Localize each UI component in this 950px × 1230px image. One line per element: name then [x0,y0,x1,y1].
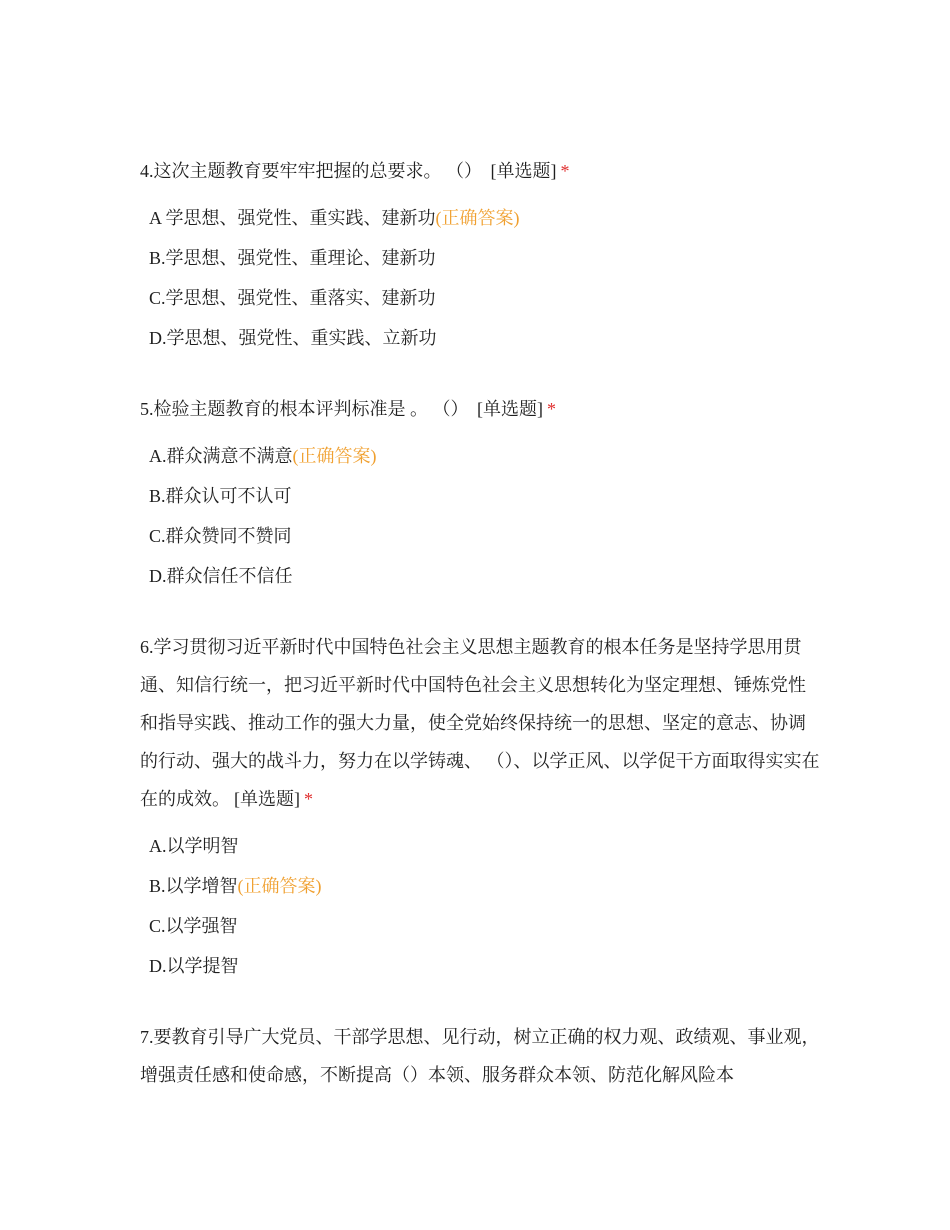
question-7 [140,1018,820,1094]
option-label: B.群众认可不认可 [149,486,292,506]
option-label: C.学思想、强党性、重落实、建新功 [149,288,436,308]
question-type-tag: [单选题] [234,789,300,809]
question-stem: 6.学习贯彻习近平新时代中国特色社会主义思想主题教育的根本任务是坚持学思用贯通、知信行统一，把习近平新时代中国特色社会主义思想转化为坚定理想、锤炼党性和指导实践、推动工作的强大力量，使全党始终保持统一的思想、坚定的意志、协调的行动、强大的战斗力，努力在以学铸魂、 （）、以学正风、以学促干方面取得实实在在的成效。 [140,637,820,809]
option-a[interactable] [140,198,820,238]
option-label: D.学思想、强党性、重实践、立新功 [149,328,437,348]
option-a[interactable] [140,436,820,476]
required-marker: * [304,789,313,809]
question-text [140,1018,820,1094]
option-label: A.以学明智 [149,836,239,856]
question-stem: 7.要教育引导广大党员、干部学思想、见行动，树立正确的权力观、政绩观、事业观，增强责任感和使命感，不断提高（）本领、服务群众本领、防范化解风险本 [140,1027,820,1085]
question-stem: 5.检验主题教育的根本评判标准是 。 （） [140,399,473,419]
question-stem: 4.这次主题教育要牢牢把握的总要求。 （） [140,161,487,181]
question-text [140,628,820,818]
option-label: C.以学强智 [149,916,238,936]
required-marker: * [547,399,556,419]
correct-answer-mark: (正确答案) [292,446,377,466]
question-6 [140,628,820,986]
option-label: A 学思想、强党性、重实践、建新功 [149,208,436,228]
option-label: A.群众满意不满意 [149,446,293,466]
option-b[interactable] [140,238,820,278]
option-label: D.以学提智 [149,956,239,976]
question-4 [140,152,820,358]
question-text [140,390,820,428]
required-marker: * [560,161,570,181]
question-type-tag: [单选题] [477,399,543,419]
option-label: C.群众赞同不赞同 [149,526,292,546]
option-b[interactable] [140,476,820,516]
option-c[interactable] [140,516,820,556]
correct-answer-mark: (正确答案) [237,876,322,896]
question-5 [140,390,820,596]
survey-document [140,152,820,1126]
option-d[interactable] [140,318,820,358]
option-label: B.以学增智 [149,876,238,896]
option-c[interactable] [140,278,820,318]
option-a[interactable] [140,826,820,866]
option-label: D.群众信任不信任 [149,566,293,586]
option-b[interactable] [140,866,820,906]
question-text [140,152,820,190]
option-d[interactable] [140,556,820,596]
option-c[interactable] [140,906,820,946]
question-type-tag: [单选题] [490,161,557,181]
option-label: B.学思想、强党性、重理论、建新功 [149,248,436,268]
option-d[interactable] [140,946,820,986]
correct-answer-mark: (正确答案) [435,208,520,228]
